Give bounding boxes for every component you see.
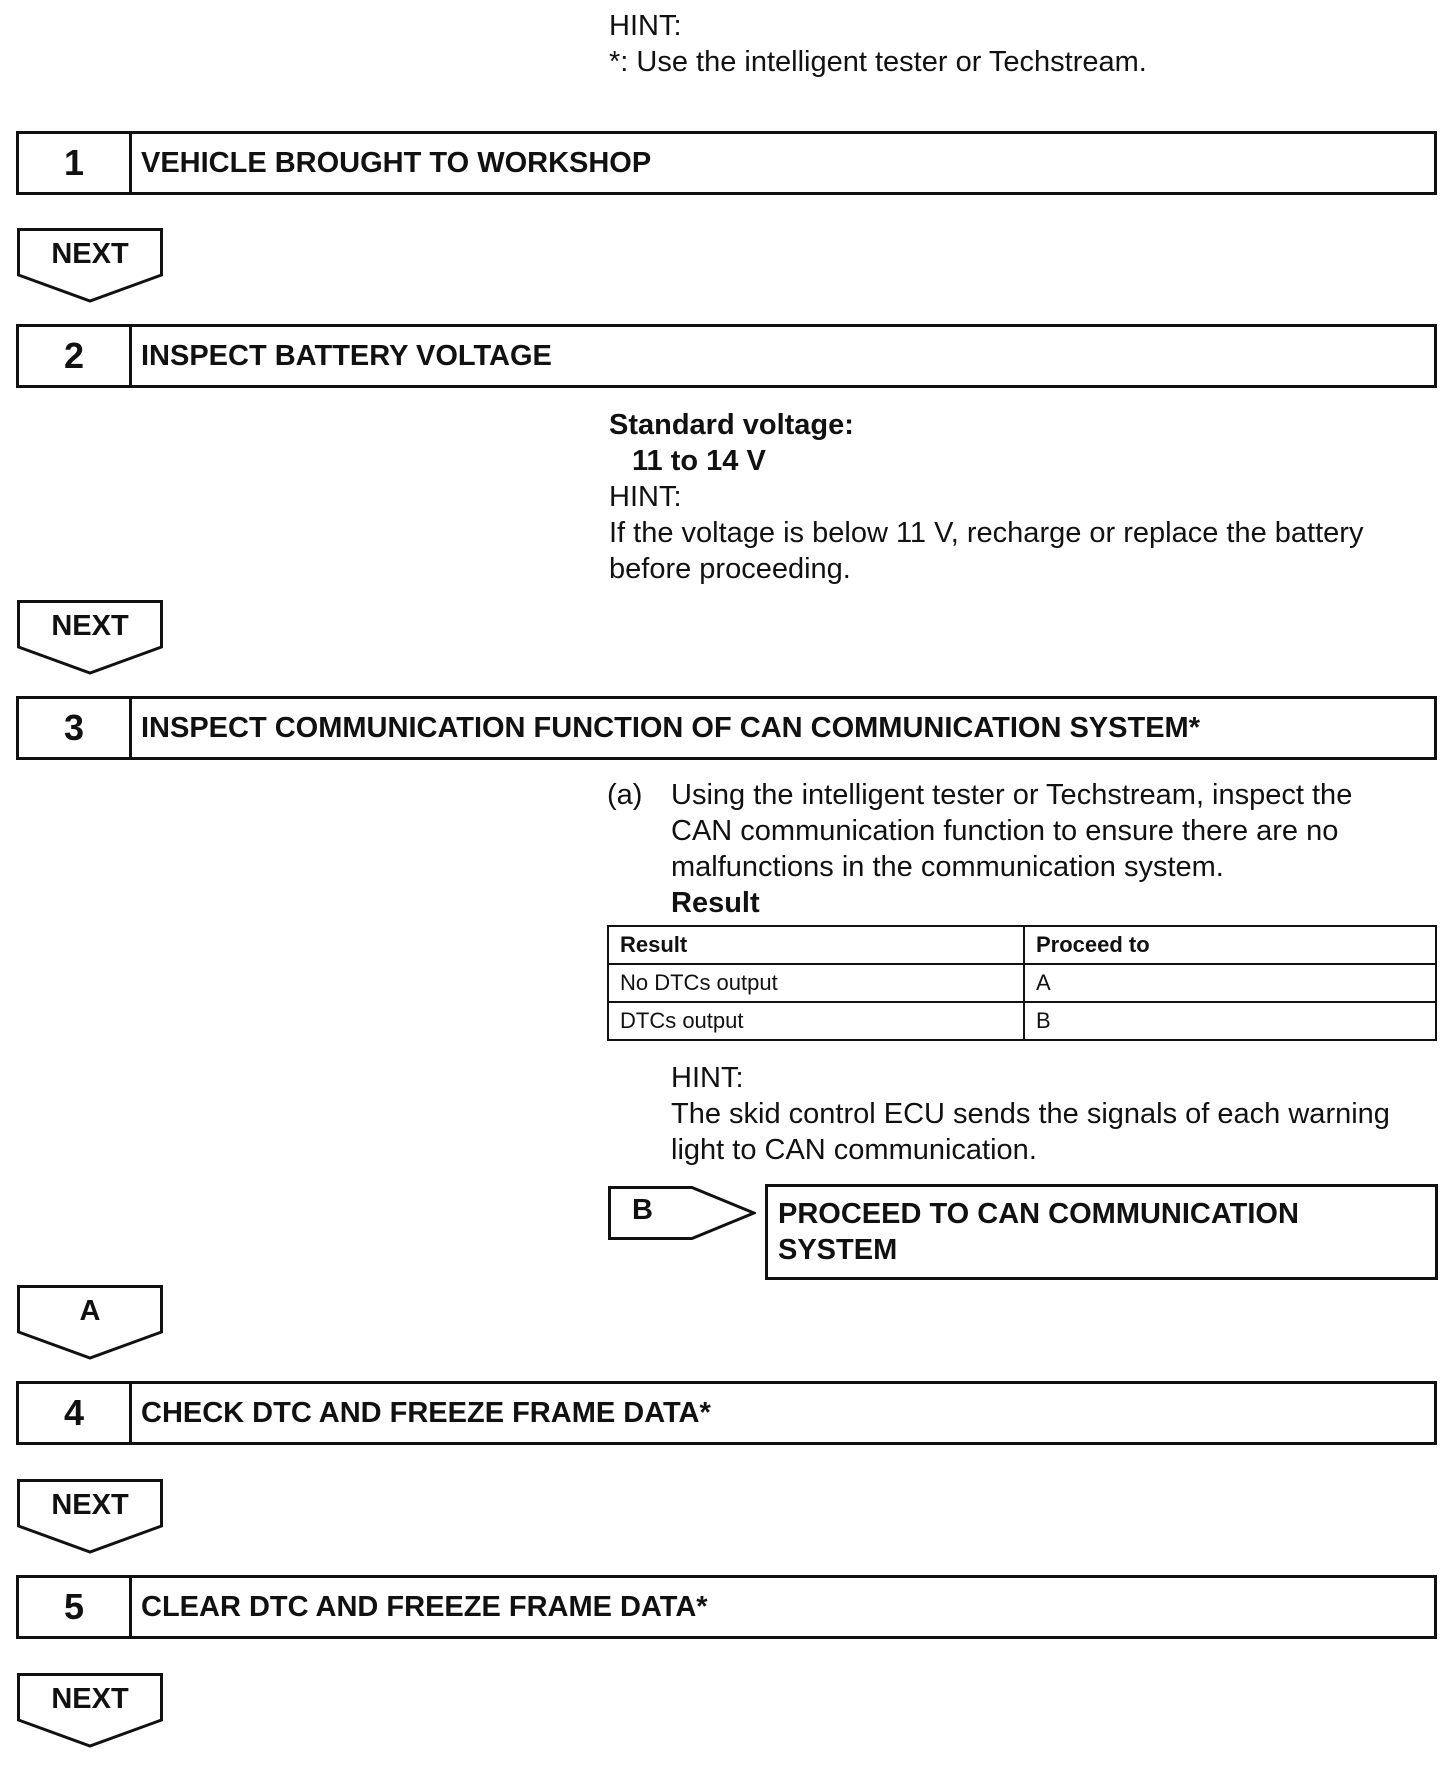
step-2-header <box>16 324 1437 388</box>
table-cell-result: DTCs output <box>608 1002 1024 1040</box>
result-table <box>607 925 1437 1041</box>
next-arrow-2 <box>17 600 163 676</box>
step-1-title: VEHICLE BROUGHT TO WORKSHOP <box>141 146 652 179</box>
table-header-result: Result <box>608 926 1024 964</box>
step-5-header <box>16 1575 1437 1639</box>
next-arrow-3 <box>17 1479 163 1555</box>
intro-hint-text: *: Use the intelligent tester or Techstream. <box>609 46 1147 78</box>
step-4-header <box>16 1381 1437 1445</box>
branch-b-box <box>765 1184 1438 1280</box>
step3-hint-line2: light to CAN communication. <box>671 1134 1037 1166</box>
step-5-number: 5 <box>19 1578 132 1636</box>
step-3-header <box>16 696 1437 760</box>
step-1-header <box>16 131 1437 195</box>
table-cell-proceed: A <box>1024 964 1436 1002</box>
next-arrow-4 <box>17 1673 163 1749</box>
table-header-row <box>608 926 1436 964</box>
step3-item-line2: CAN communication function to ensure there are no <box>671 815 1339 847</box>
intro-hint-label: HINT: <box>609 10 682 42</box>
standard-voltage-label: Standard voltage: <box>609 409 854 441</box>
table-row <box>608 1002 1436 1040</box>
step2-hint-label: HINT: <box>609 481 682 513</box>
step-1-number: 1 <box>19 134 132 192</box>
next-label: NEXT <box>51 1489 129 1521</box>
branch-b-line1: PROCEED TO CAN COMMUNICATION <box>778 1198 1299 1230</box>
next-label: NEXT <box>51 238 129 270</box>
step-2-number: 2 <box>19 327 132 385</box>
next-label: NEXT <box>51 1683 129 1715</box>
step2-hint-line1: If the voltage is below 11 V, recharge or replace the battery <box>609 517 1364 549</box>
step2-hint-line2: before proceeding. <box>609 553 851 585</box>
table-cell-proceed: B <box>1024 1002 1436 1040</box>
step-4-number: 4 <box>19 1384 132 1442</box>
step3-hint-line1: The skid control ECU sends the signals of each warning <box>671 1098 1390 1130</box>
table-cell-result: No DTCs output <box>608 964 1024 1002</box>
step3-item-line1: Using the intelligent tester or Techstream, inspect the <box>671 779 1353 811</box>
step3-item-line3: malfunctions in the communication system. <box>671 851 1224 883</box>
branch-b-tag <box>608 1186 756 1240</box>
branch-b-line2: SYSTEM <box>778 1234 898 1266</box>
step3-hint-label: HINT: <box>671 1062 744 1094</box>
standard-voltage-value: 11 to 14 V <box>632 445 766 477</box>
next-label: NEXT <box>51 610 129 642</box>
a-arrow <box>17 1285 163 1361</box>
step-3-number: 3 <box>19 699 132 757</box>
branch-b-label: B <box>632 1194 653 1226</box>
table-row <box>608 964 1436 1002</box>
next-arrow-1 <box>17 228 163 304</box>
result-heading: Result <box>671 887 760 919</box>
a-label: A <box>79 1295 101 1327</box>
step3-item-marker: (a) <box>607 779 643 811</box>
step-2-title: INSPECT BATTERY VOLTAGE <box>141 339 552 372</box>
step-4-title: CHECK DTC AND FREEZE FRAME DATA* <box>141 1396 711 1429</box>
table-header-proceed: Proceed to <box>1024 926 1436 964</box>
step-3-title: INSPECT COMMUNICATION FUNCTION OF CAN COMMUNICATION SYSTEM* <box>141 711 1200 744</box>
step-5-title: CLEAR DTC AND FREEZE FRAME DATA* <box>141 1590 708 1623</box>
right-arrow-icon <box>608 1186 756 1240</box>
